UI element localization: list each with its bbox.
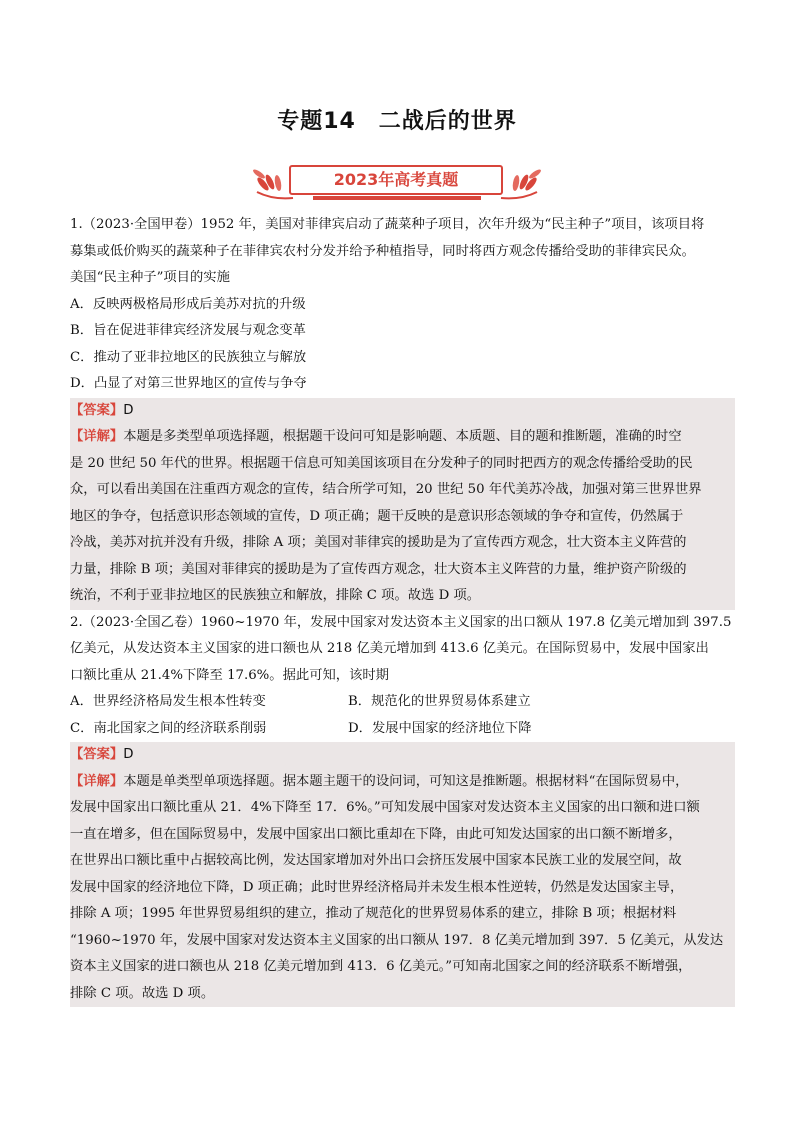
q2-stem-line: 2.（2023·全国乙卷）1960~1970 年，发展中国家对发达资本主义国家的出口额从 197.8 亿美元增加到 397.5 [70, 614, 732, 630]
q1-stem-line: 募集或低价购买的蔬菜种子在菲律宾农村分发并给予种植指导，同时将西方观念传播给受助的菲律宾民众。 [70, 243, 695, 259]
q2-detail-line: 排除 C 项。故选 D 项。 [70, 985, 215, 1001]
answer-label: 【答案】 [70, 747, 124, 762]
detail-label: 【详解】 [70, 429, 124, 444]
q2-option-b: B．规范化的世界贸易体系建立 [348, 694, 531, 709]
q2-stem-line: 口额比重从 21.4%下降至 17.6%。据此可知，该时期 [70, 667, 389, 683]
q2-detail-line: 排除 A 项；1995 年世界贸易组织的建立，推动了规范化的世界贸易体系的建立，排除 B 项；根据材料 [70, 906, 677, 921]
q2-detail-line: 发展中国家出口额比重从 21．4%下降至 17．6%。”可知发展中国家对发达资本主义国家的出口额和进口额 [70, 800, 700, 815]
q2-detail-line: 发展中国家的经济地位下降，D 项正确；此时世界经济格局并未发生根本性逆转，仍然是发达国家主导， [70, 879, 684, 895]
q2-options-row [70, 689, 735, 716]
q1-option-b: B．旨在促进菲律宾经济发展与观念变革 [70, 323, 306, 338]
section-banner [253, 162, 541, 202]
q2-option-d: D．发展中国家的经济地位下降 [348, 720, 532, 736]
q2-answer [70, 742, 735, 769]
q1-detail-line: 冷战，美苏对抗并没有升级，排除 A 项；美国对菲律宾的援助是为了宣传西方观念，壮大资本主义阵营的 [70, 535, 687, 550]
q1-stem-line: 美国“民主种子”项目的实施 [70, 270, 230, 285]
banner-label: 2023年高考真题 [289, 165, 503, 195]
detail-label: 【详解】 [70, 773, 124, 789]
q1-detail-line: 地区的争夺，包括意识形态领域的宣传，D 项正确；题干反映的是意识形态领域的争夺和宣传，仍然属于 [70, 508, 684, 524]
q2-detail-line: 资本主义国家的进口额也从 218 亿美元增加到 413．6 亿美元。”可知南北国家之间的经济联系不断增强， [70, 959, 692, 974]
q2-detail-line: 【详解】本题是单类型单项选择题。据本题主题干的设问词，可知这是推断题。根据材料“在国际贸易中， [70, 773, 689, 789]
q1-detail-line: 统治，不利于亚非拉地区的民族独立和解放，排除 C 项。故选 D 项。 [70, 588, 481, 603]
answer-label: 【答案】 [70, 402, 124, 418]
q2-detail-line: 一直在增多，但在国际贸易中，发展中国家出口额比重却在下降，由此可知发达国家的出口额不断增多， [70, 826, 682, 842]
q1-stem-line: 1.（2023·全国甲卷）1952 年，美国对菲律宾启动了蔬菜种子项目，次年升级为“民主种子”项目，该项目将 [70, 217, 705, 232]
answer-value: D [123, 747, 134, 762]
question-list [70, 212, 735, 1007]
q2-options-row [70, 716, 735, 743]
q2-detail-line: “1960~1970 年，发展中国家对发达资本主义国家的出口额从 197．8 亿美元增加到 397．5 亿美元，从发达 [70, 932, 724, 948]
q1-option-d: D．凸显了对第三世界地区的宣传与争夺 [70, 376, 307, 391]
answer-value: D [123, 402, 134, 418]
page-title: 专题14 二战后的世界 [277, 109, 517, 134]
question-1 [70, 212, 735, 610]
q2-stem-line: 亿美元，从发达资本主义国家的进口额也从 218 亿美元增加到 413.6 亿美元。在国际贸易中，发展中国家出 [70, 641, 709, 656]
question-2 [70, 610, 735, 1008]
q1-detail-line: 力量，排除 B 项；美国对菲律宾的援助是为了宣传西方观念，壮大资本主义阵营的力量，维护资产阶级的 [70, 561, 687, 577]
q1-detail-line: 是 20 世纪 50 年代的世界。根据题干信息可知美国该项目在分发种子的同时把西方的观念传播给受助的民 [70, 455, 693, 471]
q1-option-a: A．反映两极格局形成后美苏对抗的升级 [70, 296, 306, 312]
q1-detail-line: 【详解】本题是多类型单项选择题，根据题干设问可知是影响题、本质题、目的题和推断题，准确的时空 [70, 429, 682, 444]
q1-answer [70, 398, 735, 425]
q1-option-c: C．推动了亚非拉地区的民族独立与解放 [70, 349, 307, 365]
q2-detail-line: 在世界出口额比重中占据较高比例，发达国家增加对外出口会挤压发展中国家本民族工业的发展空间，故 [70, 853, 682, 868]
q2-option-a: A．世界经济格局发生根本性转变 [70, 694, 266, 709]
q2-solution-block [70, 742, 735, 1007]
q2-option-c: C．南北国家之间的经济联系削弱 [70, 720, 267, 736]
q1-detail-line: 众，可以看出美国在注重西方观念的宣传，结合所学可知，20 世纪 50 年代美苏冷战，加强对第三世界世界 [70, 482, 702, 497]
q1-solution-block [70, 398, 735, 610]
